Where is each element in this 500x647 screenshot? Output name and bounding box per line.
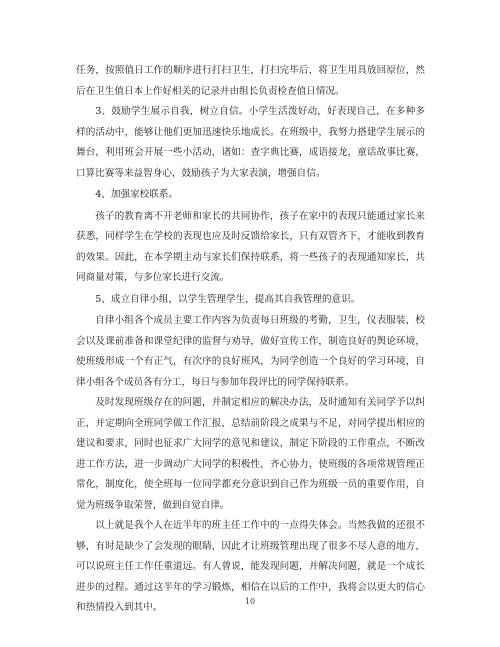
- paragraph-summary: 以上就是我个人在近半年的班主任工作中的一点得失体会。当然我做的还很不够，有时是缺少了会发现的眼睛，因此才让班级管理出现了很多不尽人意的地方，可以说班主任工作任重道远。有人曾说，能发现问题，并解决问题，就是一个成长进步的过程。通过这半年的学习锻炼，相信在以后的工作中，我将会以更大的信心和热情投入到其中。: [76, 520, 425, 613]
- paragraph-self-discipline-group: 自律小组各个成员主要工作内容为负责每日班级的考勤，卫生，仪表服装，校会以及课前准备和课堂纪律的监督与劝导，做好宣传工作，制造良好的舆论环境，使班级形成一个有正气，有次序的良好班风，为同学创造一个良好的学习环境，自律小组各个成员各有分工，每日与参加年段评比的同学保持联系。: [76, 315, 425, 388]
- page-number: 10: [244, 597, 256, 606]
- paragraph-problem-solving: 及时发现班级存在的问题，并制定相应的解决办法，及时通知有关同学予以纠正，并定期向全班同学做工作汇报，总结前阶段之成果与不足，对同学提出相应的建议和要求，同时也征求广大同学的意见和建议，制定下阶段的工作重点，不断改进工作方法，进一步调动广大同学的积极性，齐心协力，使班级的各项常规管理正常化，制度化，使全班每一位同学都充分意识到自己作为班级一员的重要作用，自觉为班级争取荣誉，做到自觉自律。: [76, 397, 425, 511]
- document-body: [76, 61, 425, 619]
- paragraph-encourage-self-expression: 3、鼓励学生展示自我，树立自信。小学生活泼好动，好表现自己，在多种多样的活动中，能够让他们更加迅速快乐地成长。在班级中，我努力搭建学生展示的舞台，利用班会开展一些小活动，诸如：查字典比赛，成语接龙，童话故事比赛，口算比赛等来益智身心，鼓励孩子为大家表演，增强自信。: [76, 106, 425, 179]
- heading-home-school-contact: 4、加强家校联系。: [95, 189, 179, 200]
- heading-self-discipline-group: 5、成立自律小组，以学生管理学生，提高其自我管理的意识。: [95, 293, 361, 305]
- paragraph-duty-continued: 任务，按照值日工作的顺序进行打扫卫生，打扫完毕后，将卫生用具放回原位，然后在卫生值日本上作好相关的记录并由组长负责检查值日情况。: [76, 65, 425, 97]
- paragraph-home-school-contact: 孩子的教育离不开老师和家长的共同协作，孩子在家中的表现只能通过家长来获悉，同样学生在学校的表现也应及时反馈给家长，只有双管齐下，才能收到教育的效果。因此，在本学期主动与家长们保持联系，将一些孩子的表现通知家长，共同商量对策，与多位家长进行交流。: [76, 210, 425, 283]
